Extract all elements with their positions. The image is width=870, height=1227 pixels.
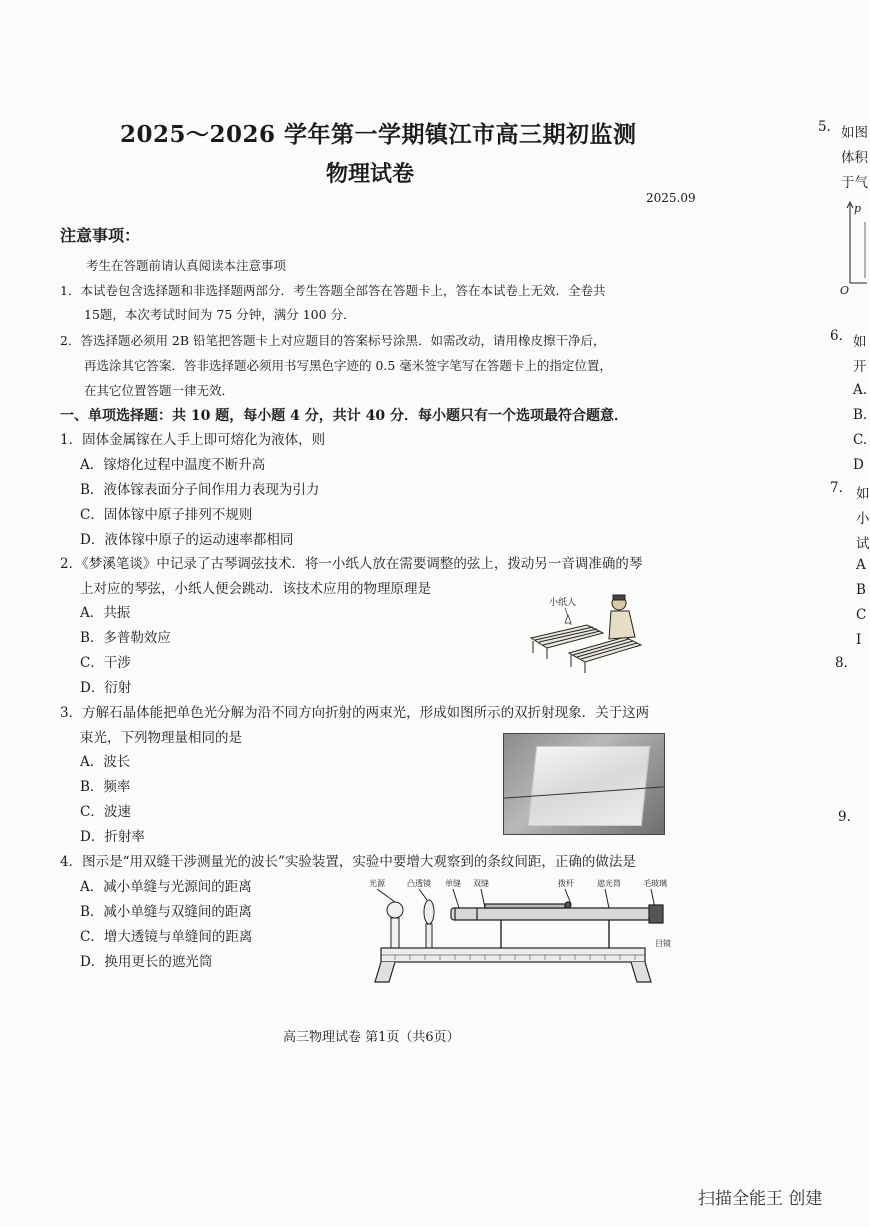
calcite-crystal-photo: [503, 733, 665, 835]
q6-line2: 开: [853, 359, 867, 375]
q3-option-d: D．折射率: [80, 829, 145, 845]
scanner-watermark: 扫描全能王 创建: [698, 1189, 823, 1209]
section1-heading: 一、单项选择题：共 10 题，每小题 4 分，共计 40 分．每小题只有一个选项最符合题意．: [60, 408, 628, 424]
notice-item1-line2: 15题，本次考试时间为 75 分钟，满分 100 分．: [84, 307, 356, 322]
q6-option-d: D: [853, 457, 864, 473]
q6-option-b: B.: [853, 407, 868, 423]
pv-graph-fragment: [838, 198, 867, 298]
exam-date: 2025.09: [646, 191, 696, 205]
q1-option-a: A．镓熔化过程中温度不断升高: [80, 457, 266, 473]
q1-option-c: C．固体镓中原子排列不规则: [80, 507, 253, 523]
q1-stem: 1．固体金属镓在人手上即可熔化为液体，则: [60, 432, 326, 448]
guqin-figure: [525, 593, 645, 683]
q5-line1: 如图: [841, 125, 868, 141]
q3-option-a: A．波长: [80, 754, 131, 770]
q2-option-c: C．干涉: [80, 655, 131, 671]
q7-option-b: B: [856, 582, 866, 598]
axis-origin-label: O: [840, 284, 850, 297]
label-light-source: 光源: [369, 879, 385, 888]
q7-number: 7．: [830, 480, 853, 496]
q2-option-d: D．衍射: [80, 680, 132, 696]
q4-option-b: B．减小单缝与双缝间的距离: [80, 904, 252, 920]
q7-option-a: A: [856, 557, 866, 573]
exam-subtitle: 物理试卷: [326, 161, 415, 187]
label-lever: 拨杆: [558, 879, 574, 888]
tube-supports: [501, 920, 609, 950]
label-shading-tube: 遮光筒: [597, 879, 621, 888]
q3-stem-line1: 3．方解石晶体能把单色光分解为沿不同方向折射的两束光，形成如图所示的双折射现象．关于这两: [60, 705, 650, 721]
q5-line2: 体积: [841, 150, 868, 166]
label-single-slit: 单缝: [445, 879, 461, 888]
q6-number: 6．: [830, 328, 853, 344]
notice-intro: 考生在答题前请认真阅读本注意事项: [86, 258, 287, 273]
notice-item2-line2: 再选涂其它答案．答非选择题必须用书写黑色字迹的 0.5 毫米签字笔写在答题卡上的指定位置，: [84, 358, 612, 373]
page-footer: 高三物理试卷 第1页（共6页）: [283, 1030, 460, 1045]
q3-option-b: B．频率: [80, 779, 131, 795]
axis-p-label: p: [854, 202, 862, 215]
q2-stem-line1: 2．《梦溪笔谈》中记录了古琴调弦技术．将一小纸人放在需要调整的弦上，拨动另一音调准确的琴: [60, 556, 643, 572]
q5-line3: 于气: [841, 175, 868, 191]
q7-line3: 试: [856, 536, 870, 552]
label-ground-glass: 毛玻璃: [643, 879, 667, 888]
q7-option-c: C: [856, 607, 867, 623]
q4-option-c: C．增大透镜与单缝间的距离: [80, 929, 253, 945]
crystal-block: [528, 746, 650, 826]
exam-title: 2025～2026 学年第一学期镇江市高三期初监测: [120, 121, 637, 148]
q6-line1: 如: [853, 334, 867, 350]
q2-option-a: A．共振: [80, 605, 131, 621]
notice-item2-line1: 2．答选择题必须用 2B 铅笔把答题卡上对应题目的答案标号涂黑．如需改动，请用橡皮擦干净后，: [60, 333, 606, 348]
optical-bench: [375, 948, 651, 982]
q4-stem: 4．图示是“用双缝干涉测量光的波长”实验装置，实验中要增大观察到的条纹间距，正确的做法是: [60, 854, 636, 870]
notice-item1-line1: 1．本试卷包含选择题和非选择题两部分．考生答题全部答在答题卡上，答在本试卷上无效．全卷共: [60, 283, 606, 298]
optical-tube: [451, 902, 663, 923]
q4-option-a: A．减小单缝与光源间的距离: [80, 879, 252, 895]
q8-number: 8．: [835, 655, 858, 671]
q7-line2: 小: [856, 511, 870, 527]
notice-item2-line3: 在其它位置答题一律无效．: [84, 383, 235, 398]
notice-heading: 注意事项：: [60, 226, 141, 245]
q6-option-c: C.: [853, 432, 868, 448]
label-eyepiece: 目镜: [655, 939, 671, 948]
q6-option-a: A.: [853, 382, 868, 398]
label-double-slit: 双缝: [473, 879, 489, 888]
q2-option-b: B．多普勒效应: [80, 630, 171, 646]
q7-line1: 如: [856, 486, 870, 502]
paper-figure-label: 小纸人: [549, 598, 577, 608]
paper-figure-icon: [565, 615, 571, 623]
q3-stem-line2: 束光，下列物理量相同的是: [80, 730, 242, 746]
q3-option-c: C．波速: [80, 804, 131, 820]
q9-number: 9．: [838, 809, 861, 825]
q1-option-b: B．液体镓表面分子间作用力表现为引力: [80, 482, 320, 498]
q7-option-d: I: [856, 632, 862, 648]
q5-number: 5．: [818, 119, 841, 135]
label-convex-lens: 凸透镜: [407, 879, 431, 888]
zither-right: [569, 637, 641, 673]
light-source-bulb: [387, 902, 403, 948]
q1-option-d: D．液体镓中原子的运动速率都相同: [80, 532, 294, 548]
q4-option-d: D．换用更长的遮光筒: [80, 954, 213, 970]
q2-stem-line2: 上对应的琴弦，小纸人便会跳动．该技术应用的物理原理是: [80, 581, 431, 597]
player-figure: [609, 595, 635, 639]
double-slit-apparatus: [365, 878, 685, 988]
convex-lens: [424, 900, 434, 948]
